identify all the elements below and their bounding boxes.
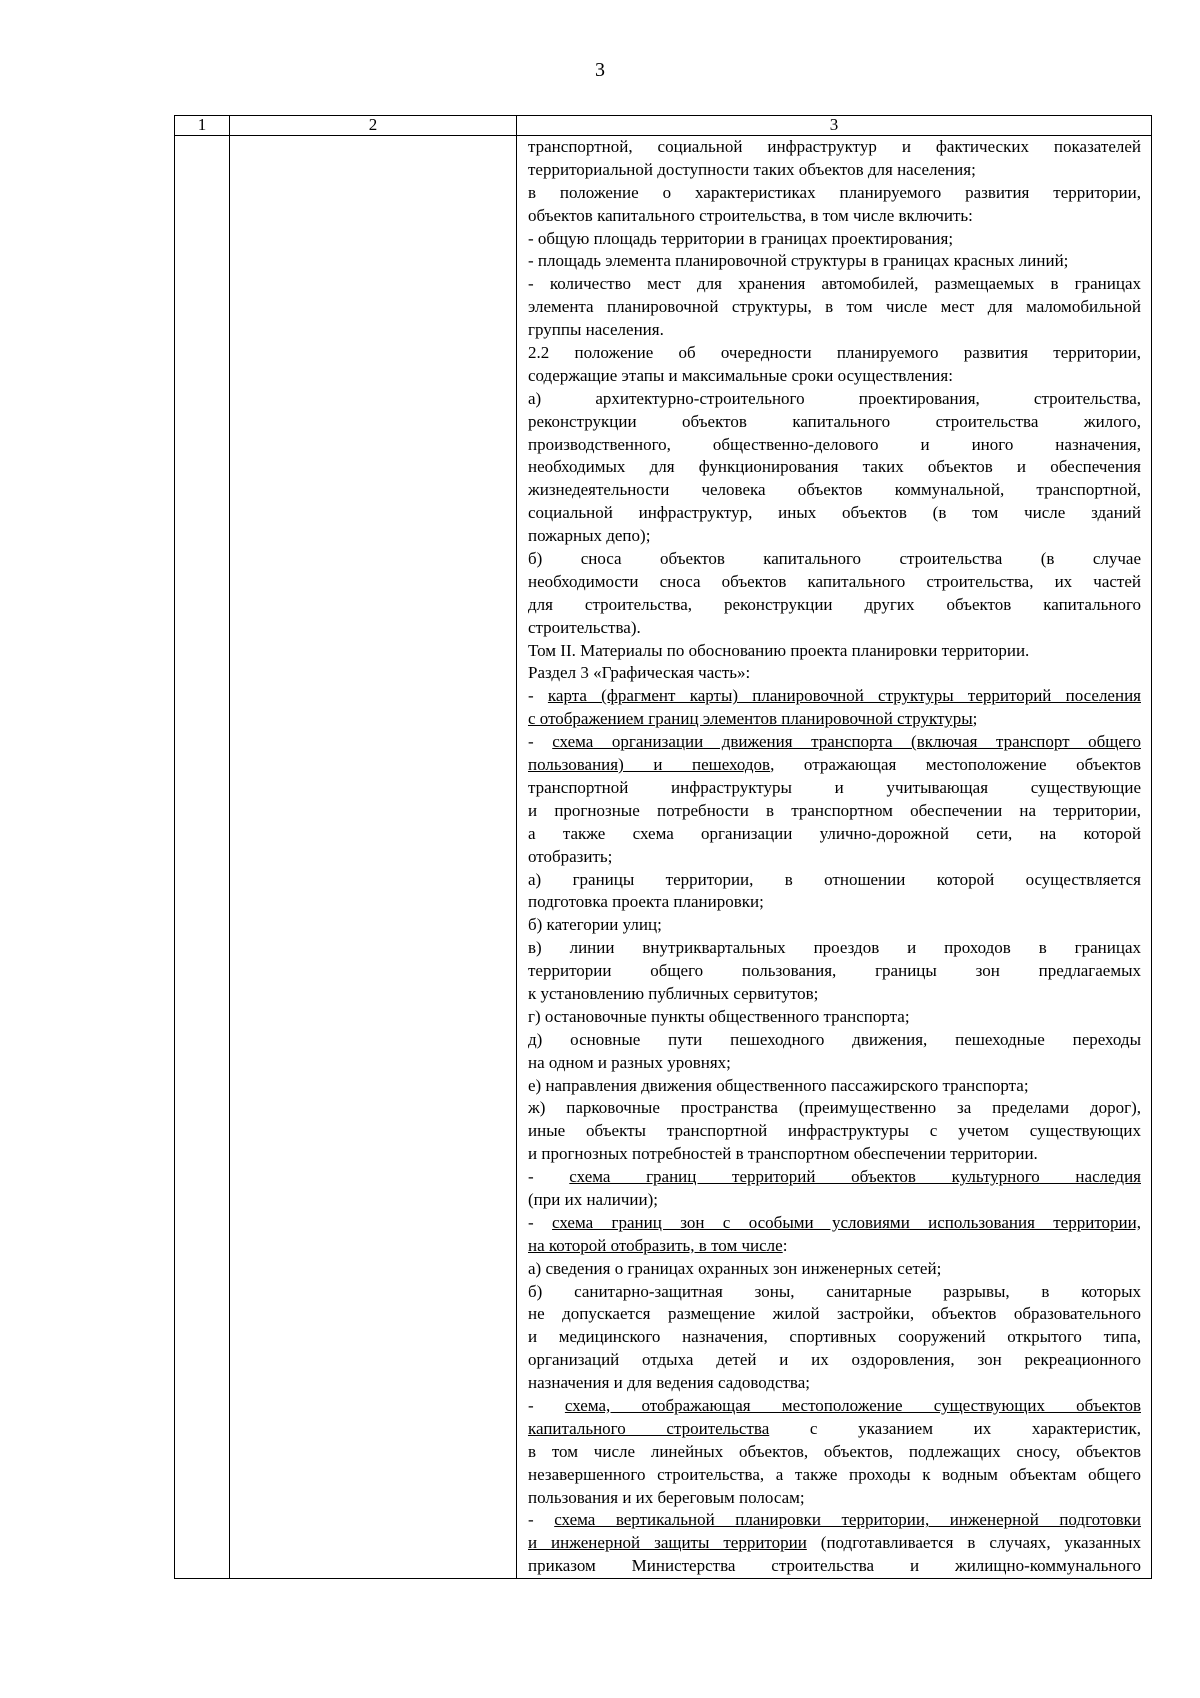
text-line (528, 914, 1141, 937)
text-segment: жизнедеятельности человека объектов коммунальной, транспортной, (528, 480, 1141, 500)
column-header-3: 3 (517, 116, 1152, 136)
text-line (528, 846, 1141, 869)
text-line (528, 640, 1141, 663)
text-line (528, 1509, 1141, 1532)
cell-column-2 (230, 136, 517, 1579)
text-line (528, 1555, 1141, 1578)
text-segment: к установлению публичных сервитутов; (528, 983, 819, 1003)
text-segment: - количество мест для хранения автомобилей, размещаемых в границах (528, 274, 1141, 294)
text-line (528, 250, 1141, 273)
text-line (528, 548, 1141, 571)
text-segment: территориальной доступности таких объектов для населения; (528, 159, 976, 179)
text-line (528, 1487, 1141, 1510)
underlined-text: и инженерной защиты территории (528, 1533, 807, 1553)
text-segment: и прогнозных потребностей в транспортном обеспечении территории. (528, 1144, 1038, 1164)
page-number: 3 (595, 59, 605, 81)
text-line (528, 228, 1141, 251)
text-segment: б) сноса объектов капитального строительства (в случае (528, 549, 1141, 569)
text-line (528, 479, 1141, 502)
text-line (528, 1097, 1141, 1120)
text-segment: реконструкции объектов капитального строительства жилого, (528, 411, 1141, 431)
text-line (528, 594, 1141, 617)
text-segment: содержащие этапы и максимальные сроки осуществления: (528, 365, 953, 385)
text-line (528, 662, 1141, 685)
text-line (528, 456, 1141, 479)
text-line (528, 1464, 1141, 1487)
text-line (528, 411, 1141, 434)
text-segment: необходимых для функционирования таких объектов и обеспечения (528, 457, 1141, 477)
text-segment: а) сведения о границах охранных зон инженерных сетей; (528, 1258, 942, 1278)
text-segment: б) санитарно-защитная зоны, санитарные разрывы, в которых (528, 1281, 1141, 1301)
text-line (528, 1120, 1141, 1143)
text-line (528, 342, 1141, 365)
underlined-text: схема границ территорий объектов культурного наследия (569, 1167, 1141, 1187)
text-segment: организаций отдыха детей и их оздоровления, зон рекреационного (528, 1350, 1141, 1370)
text-segment: пожарных депо); (528, 526, 651, 546)
text-line (528, 685, 1141, 708)
text-line (528, 182, 1141, 205)
text-line (528, 1235, 1141, 1258)
text-line (528, 800, 1141, 823)
cell-column-1 (175, 136, 230, 1579)
text-segment: элемента планировочной структуры, в том числе мест для маломобильной (528, 297, 1141, 317)
text-segment: в том числе линейных объектов, объектов, подлежащих сносу, объектов (528, 1441, 1141, 1461)
text-segment: - (528, 686, 548, 706)
text-line (528, 365, 1141, 388)
text-segment: для строительства, реконструкции других объектов капитального (528, 594, 1141, 614)
text-line (528, 617, 1141, 640)
text-segment: строительства). (528, 617, 641, 637)
text-segment: - (528, 1167, 570, 1187)
underlined-text: карта (фрагмент карты) планировочной структуры территорий поселения (547, 686, 1141, 706)
text-segment: отобразить; (528, 846, 613, 866)
text-line (528, 1418, 1141, 1441)
text-line (528, 1326, 1141, 1349)
text-line (528, 983, 1141, 1006)
text-segment: Том II. Материалы по обоснованию проекта планировки территории. (528, 640, 1030, 660)
text-segment: подготовка проекта планировки; (528, 892, 764, 912)
text-segment: транспортной инфраструктуры и учитывающая существующие (528, 777, 1141, 797)
text-segment: Раздел 3 «Графическая часть»: (528, 663, 751, 683)
text-line (528, 1212, 1141, 1235)
text-line (528, 434, 1141, 457)
text-line (528, 571, 1141, 594)
column-header-1: 1 (175, 116, 230, 136)
text-line (528, 1372, 1141, 1395)
text-line (528, 1441, 1141, 1464)
text-line (528, 1395, 1141, 1418)
text-segment: е) направления движения общественного пассажирского транспорта; (528, 1075, 1029, 1095)
text-segment: транспортной, социальной инфраструктур и фактических показателей (528, 137, 1141, 156)
text-segment: - общую площадь территории в границах проектирования; (528, 228, 954, 248)
text-segment: б) категории улиц; (528, 915, 662, 935)
underlined-text: схема границ зон с особыми условиями использования территории, (552, 1212, 1141, 1232)
text-line (528, 136, 1141, 159)
column-header-2: 2 (230, 116, 517, 136)
underlined-text: с отображением границ элементов планировочной структуры (528, 709, 973, 729)
text-line (528, 891, 1141, 914)
text-segment: и прогнозные потребности в транспортном обеспечении на территории, (528, 800, 1141, 820)
text-line (528, 1281, 1141, 1304)
text-segment: назначения и для ведения садоводства; (528, 1373, 811, 1393)
text-segment: в) линии внутриквартальных проездов и проходов в границах (528, 938, 1141, 958)
text-line (528, 777, 1141, 800)
text-segment: - площадь элемента планировочной структуры в границах красных линий; (528, 251, 1069, 271)
table-header-row (175, 116, 1152, 136)
text-segment: , отражающая местоположение объектов (770, 755, 1141, 775)
text-line (528, 296, 1141, 319)
text-line (528, 1303, 1141, 1326)
text-segment: незавершенного строительства, а также проходы к водным объектам общего (528, 1464, 1141, 1484)
text-segment: г) остановочные пункты общественного транспорта; (528, 1006, 910, 1026)
underlined-text: схема организации движения транспорта (включая транспорт общего (552, 732, 1141, 752)
text-line (528, 1006, 1141, 1029)
text-line (528, 1166, 1141, 1189)
text-line (528, 1143, 1141, 1166)
text-line (528, 1052, 1141, 1075)
table-row (175, 136, 1152, 1579)
text-segment: в положение о характеристиках планируемого развития территории, (528, 182, 1141, 202)
text-segment: объектов капитального строительства, в том числе включить: (528, 205, 973, 225)
text-segment: территории общего пользования, границы зон предлагаемых (528, 961, 1141, 981)
text-segment: на одном и разных уровнях; (528, 1052, 731, 1072)
text-line (528, 525, 1141, 548)
text-line (528, 205, 1141, 228)
text-segment: : (782, 1235, 788, 1255)
text-segment: - (528, 1395, 565, 1415)
text-segment: производственного, общественно-делового и иного назначения, (528, 434, 1141, 454)
text-segment: д) основные пути пешеходного движения, пешеходные переходы (528, 1029, 1141, 1049)
text-segment: а) границы территории, в отношении которой осуществляется (528, 869, 1141, 889)
document-table (174, 115, 1152, 1579)
text-line (528, 1258, 1141, 1281)
text-segment: иные объекты транспортной инфраструктуры с учетом существующих (528, 1121, 1141, 1141)
text-line (528, 388, 1141, 411)
text-segment: группы населения. (528, 320, 664, 340)
text-line (528, 1349, 1141, 1372)
text-line (528, 823, 1141, 846)
text-segment: не допускается размещение жилой застройки, объектов образовательного (528, 1304, 1141, 1324)
text-segment: необходимости сноса объектов капитального строительства, их частей (528, 571, 1141, 591)
text-segment: с указанием их характеристик, (769, 1418, 1141, 1438)
text-line (528, 731, 1141, 754)
text-line (528, 319, 1141, 342)
text-segment: приказом Министерства строительства и жилищно-коммунального (528, 1556, 1141, 1576)
underlined-text: схема вертикальной планировки территории, инженерной подготовки (554, 1510, 1141, 1530)
text-line (528, 960, 1141, 983)
text-segment: - (528, 732, 553, 752)
text-segment: 2.2 положение об очередности планируемого развития территории, (528, 343, 1141, 363)
text-line (528, 1532, 1141, 1555)
text-segment: ж) парковочные пространства (преимущественно за пределами дорог), (528, 1098, 1141, 1118)
underlined-text: пользования) и пешеходов (528, 755, 771, 775)
text-segment: (при их наличии); (528, 1189, 658, 1209)
text-line (528, 273, 1141, 296)
text-line (528, 502, 1141, 525)
text-segment: (подготавливается в случаях, указанных (806, 1533, 1141, 1553)
cell-column-3 (517, 136, 1152, 1579)
text-line (528, 1075, 1141, 1098)
text-segment: - (528, 1510, 555, 1530)
text-line (528, 754, 1141, 777)
text-segment: пользования и их береговым полосам; (528, 1487, 805, 1507)
text-line (528, 708, 1141, 731)
underlined-text: капитального строительства (528, 1418, 770, 1438)
underlined-text: на которой отобразить, в том числе (528, 1235, 783, 1255)
text-segment: и медицинского назначения, спортивных сооружений открытого типа, (528, 1327, 1141, 1347)
text-segment: ; (972, 709, 978, 729)
text-segment: а также схема организации улично-дорожной сети, на которой (528, 823, 1141, 843)
content-text (528, 136, 1141, 1578)
text-line (528, 869, 1141, 892)
text-line (528, 1189, 1141, 1212)
underlined-text: схема, отображающая местоположение существующих объектов (564, 1395, 1141, 1415)
text-line (528, 159, 1141, 182)
text-segment: - (528, 1212, 553, 1232)
text-segment: социальной инфраструктур, иных объектов (в том числе зданий (528, 503, 1141, 523)
text-line (528, 1029, 1141, 1052)
text-segment: а) архитектурно-строительного проектирования, строительства, (528, 388, 1141, 408)
text-line (528, 937, 1141, 960)
